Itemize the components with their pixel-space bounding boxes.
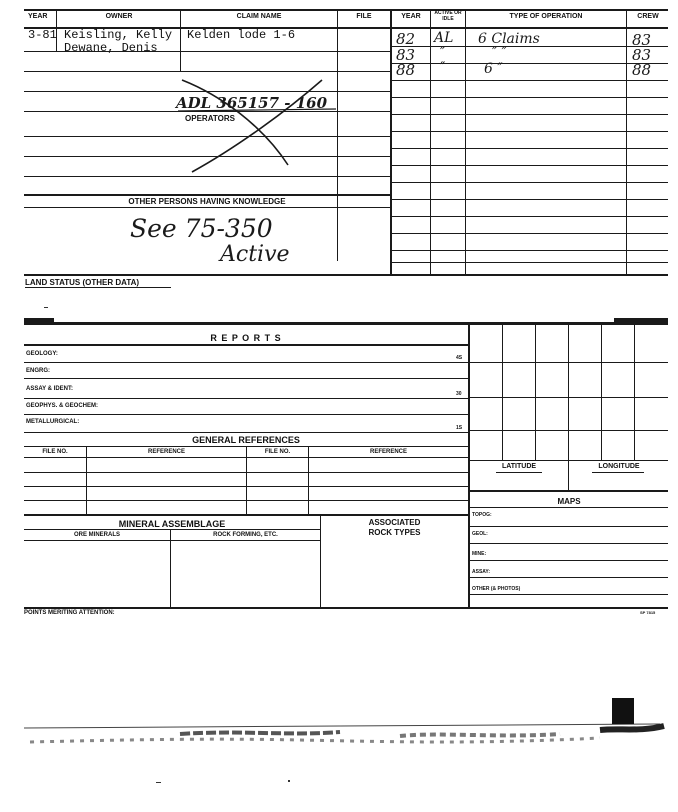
general-references-title: GENERAL REFERENCES (192, 435, 300, 445)
report-geophys-label: GEOPHYS. & GEOCHEM: (26, 403, 99, 409)
header-active-or-idle: ACTIVE OR IDLE (434, 10, 462, 22)
header-type-of-operation: TYPE OF OPERATION (509, 13, 583, 20)
maps-mine-label: MINE: (472, 551, 487, 557)
maps-topog-label: TOPOG: (472, 512, 492, 518)
header-owner: OWNER (105, 13, 133, 20)
other-persons-note-2: Active (220, 242, 290, 267)
associated-label: ASSOCIATED (368, 518, 421, 527)
scan-noise-1 (30, 738, 600, 742)
owner-name-1: Keisling, Kelly (64, 28, 173, 42)
ref-col-reference-1: REFERENCE (147, 449, 185, 455)
ref-col-file-no-2: FILE NO. (264, 449, 291, 455)
report-assay-num: 30 (456, 391, 462, 397)
report-assay-label: ASSAY & IDENT: (26, 386, 74, 392)
activity-year-3: 88 (396, 61, 416, 79)
activity-year-1: 82 (396, 30, 416, 48)
scan-speck (288, 780, 290, 782)
handwritten-underline (178, 109, 336, 111)
report-metallurgical-label: METALLURGICAL: (26, 419, 80, 425)
activity-operation-3: 6 ″ (484, 61, 503, 77)
header-year: YEAR (28, 13, 48, 20)
owner-name-2: Dewane, Denis (64, 41, 158, 55)
rock-types-label: ROCK TYPES (368, 528, 421, 537)
other-persons-note-1: See 75-350 (130, 214, 273, 243)
header-crew: CREW (637, 13, 659, 20)
activity-year-2: 83 (396, 46, 416, 64)
scan-mark-left (24, 318, 54, 323)
form-number: SP 7815 (640, 610, 656, 615)
rock-forming-label: ROCK FORMING, ETC. (213, 532, 278, 538)
operators-strike-1 (182, 80, 288, 165)
claim-year: 3-81 (28, 28, 57, 42)
activity-status-2: ″ (440, 45, 446, 61)
maps-assay-label: ASSAY: (472, 569, 491, 575)
land-status-label: LAND STATUS (OTHER DATA) (25, 278, 140, 287)
scan-block (612, 698, 634, 724)
maps-geol-label: GEOL: (472, 531, 488, 537)
scan-speck (156, 782, 161, 783)
activity-crew-1: 83 (632, 31, 652, 49)
reports-title: R E P O R T S (210, 333, 282, 343)
scan-noise-2 (180, 732, 340, 734)
operators-handwritten-ref: ADL 365157 - 160 (176, 94, 328, 112)
other-persons-label: OTHER PERSONS HAVING KNOWLEDGE (128, 197, 286, 206)
mineral-assemblage-title: MINERAL ASSEMBLAGE (118, 519, 226, 529)
activity-crew-3: 88 (632, 61, 652, 79)
ref-col-reference-2: REFERENCE (369, 449, 407, 455)
activity-status-3: ″ (440, 60, 446, 76)
scan-noise-4 (600, 726, 664, 730)
report-geology-num: 4S (456, 355, 463, 361)
ref-col-file-no-1: FILE NO. (42, 449, 68, 455)
points-meriting-attention-label: POINTS MERITING ATTENTION: (24, 610, 115, 616)
activity-status-1: AL (434, 30, 454, 46)
header-year-activity: YEAR (401, 13, 421, 20)
report-geology-label: GEOLOGY: (26, 351, 58, 357)
report-metallurgical-num: 1S (456, 425, 463, 431)
activity-operation-2: ″ ″ (492, 45, 507, 61)
scan-speck (44, 307, 48, 308)
activity-crew-2: 83 (632, 46, 652, 64)
header-claim-name: CLAIM NAME (236, 13, 282, 20)
report-engrg-label: ENGRG: (26, 368, 50, 374)
header-file: FILE (356, 13, 372, 20)
activity-operation-1: 6 Claims (478, 31, 540, 47)
longitude-label: LONGITUDE (598, 463, 640, 470)
claim-name: Kelden lode 1-6 (187, 28, 296, 42)
maps-title: MAPS (557, 497, 581, 506)
scan-mark-right (614, 318, 668, 323)
maps-other-label: OTHER (& PHOTOS) (472, 586, 521, 592)
latitude-label: LATITUDE (501, 463, 537, 470)
operators-label: OPERATORS (185, 114, 235, 123)
scan-noise-3 (400, 734, 560, 736)
ore-minerals-label: ORE MINERALS (73, 532, 120, 538)
scan-line (24, 724, 660, 728)
